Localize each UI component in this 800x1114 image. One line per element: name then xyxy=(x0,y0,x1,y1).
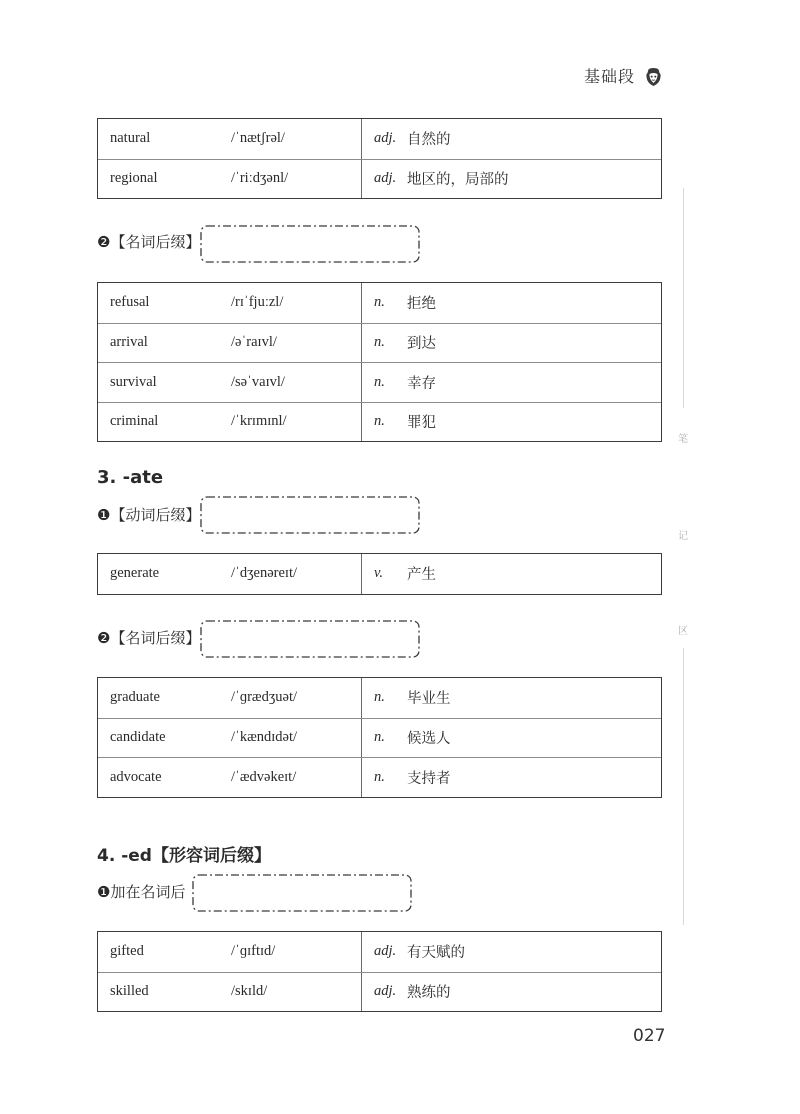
meaning-cell xyxy=(361,403,661,442)
word-cell xyxy=(98,554,361,594)
word: skilled xyxy=(110,983,149,1000)
table-row xyxy=(98,757,661,797)
word-cell xyxy=(98,363,361,402)
phonetic: /əˈraɪvl/ xyxy=(231,334,277,351)
phonetic: /ˈɡɪftɪd/ xyxy=(231,943,276,960)
word: gifted xyxy=(110,943,144,960)
part-of-speech: adj. xyxy=(374,983,397,1000)
meaning-cell xyxy=(361,758,661,797)
suffix-label-noun-al: ❷【名词后缀】 xyxy=(97,233,201,251)
word-cell xyxy=(98,160,361,199)
word: regional xyxy=(110,170,158,187)
word: advocate xyxy=(110,768,162,785)
meaning: 自然的 xyxy=(407,132,451,149)
part-of-speech: n. xyxy=(374,294,385,311)
meaning-cell xyxy=(361,283,661,323)
word: survival xyxy=(110,373,157,390)
meaning: 拒绝 xyxy=(407,296,436,313)
word: generate xyxy=(110,565,160,582)
margin-divider-line xyxy=(683,648,684,925)
part-of-speech: adj. xyxy=(374,170,397,187)
meaning: 支持者 xyxy=(407,770,451,787)
word: candidate xyxy=(110,729,166,746)
meaning-cell xyxy=(361,119,661,159)
meaning-cell xyxy=(361,719,661,758)
word: graduate xyxy=(110,689,160,706)
answer-blank-box xyxy=(200,620,420,658)
word-cell xyxy=(98,119,361,159)
part-of-speech: n. xyxy=(374,689,385,706)
meaning-cell xyxy=(361,363,661,402)
table-row xyxy=(98,159,661,199)
page-number: 027 xyxy=(633,1026,666,1046)
table-row xyxy=(98,554,661,594)
meaning: 产生 xyxy=(407,567,436,584)
table-row xyxy=(98,678,661,718)
word-cell xyxy=(98,758,361,797)
table-row xyxy=(98,718,661,758)
section-heading-ate: 3. -ate xyxy=(97,467,164,488)
margin-divider-line xyxy=(683,188,684,408)
phonetic: /ˈdʒenəreɪt/ xyxy=(231,565,298,582)
meaning: 熟练的 xyxy=(407,985,451,1002)
part-of-speech: adj. xyxy=(374,130,397,147)
meaning-cell xyxy=(361,160,661,199)
word-cell xyxy=(98,403,361,442)
phonetic: /skɪld/ xyxy=(231,983,268,1000)
part-of-speech: n. xyxy=(374,413,385,430)
table-row xyxy=(98,402,661,442)
vocab-table-noun-ate xyxy=(97,677,662,798)
answer-blank-box xyxy=(200,496,420,534)
table-row xyxy=(98,323,661,363)
word-cell xyxy=(98,678,361,718)
vocab-table-adj xyxy=(97,118,662,199)
table-row xyxy=(98,283,661,323)
word-cell xyxy=(98,719,361,758)
mascot-head-icon xyxy=(645,67,662,87)
meaning: 幸存 xyxy=(407,375,436,392)
suffix-label-after-noun: ❶加在名词后 xyxy=(97,883,186,901)
word-cell xyxy=(98,324,361,363)
vocab-table-verb-ate xyxy=(97,553,662,595)
word-cell xyxy=(98,932,361,972)
phonetic: /ˈriːdʒənl/ xyxy=(231,170,289,187)
section-heading-ed: 4. -ed【形容词后缀】 xyxy=(97,846,271,866)
part-of-speech: n. xyxy=(374,768,385,785)
meaning-cell xyxy=(361,678,661,718)
meaning-cell xyxy=(361,554,661,594)
answer-blank-box xyxy=(192,874,412,912)
part-of-speech: v. xyxy=(374,565,383,582)
phonetic: /ˈædvəkeɪt/ xyxy=(231,768,297,785)
part-of-speech: n. xyxy=(374,729,385,746)
table-row xyxy=(98,362,661,402)
word: natural xyxy=(110,130,151,147)
phonetic: /ˈkændɪdət/ xyxy=(231,729,298,746)
table-row xyxy=(98,932,661,972)
vocab-table-noun-al xyxy=(97,282,662,442)
table-row xyxy=(98,972,661,1012)
margin-note-char: 笔 xyxy=(678,434,688,445)
suffix-label-noun-ate: ❷【名词后缀】 xyxy=(97,629,201,647)
meaning-cell xyxy=(361,973,661,1012)
word-cell xyxy=(98,283,361,323)
word: criminal xyxy=(110,413,159,430)
margin-note-char: 区 xyxy=(678,626,688,637)
vocab-table-adj-ed xyxy=(97,931,662,1012)
running-header-title: 基础段 xyxy=(584,67,636,86)
phonetic: /rɪˈfjuːzl/ xyxy=(231,294,284,311)
meaning: 罪犯 xyxy=(407,415,436,432)
part-of-speech: n. xyxy=(374,373,385,390)
part-of-speech: adj. xyxy=(374,943,397,960)
margin-note-char: 记 xyxy=(678,531,688,542)
part-of-speech: n. xyxy=(374,334,385,351)
meaning: 地区的，局部的 xyxy=(407,172,509,189)
word: refusal xyxy=(110,294,150,311)
meaning: 候选人 xyxy=(407,731,451,748)
meaning: 有天赋的 xyxy=(407,945,465,962)
word: arrival xyxy=(110,334,148,351)
table-row xyxy=(98,119,661,159)
meaning-cell xyxy=(361,324,661,363)
meaning: 到达 xyxy=(407,336,436,353)
suffix-label-verb-ate: ❶【动词后缀】 xyxy=(97,506,201,524)
phonetic: /ˈnætʃrəl/ xyxy=(231,130,285,147)
phonetic: /ˈkrɪmɪnl/ xyxy=(231,413,287,430)
phonetic: /ˈɡrædʒuət/ xyxy=(231,689,298,706)
phonetic: /səˈvaɪvl/ xyxy=(231,373,285,390)
answer-blank-box xyxy=(200,225,420,263)
meaning: 毕业生 xyxy=(407,691,451,708)
meaning-cell xyxy=(361,932,661,972)
word-cell xyxy=(98,973,361,1012)
